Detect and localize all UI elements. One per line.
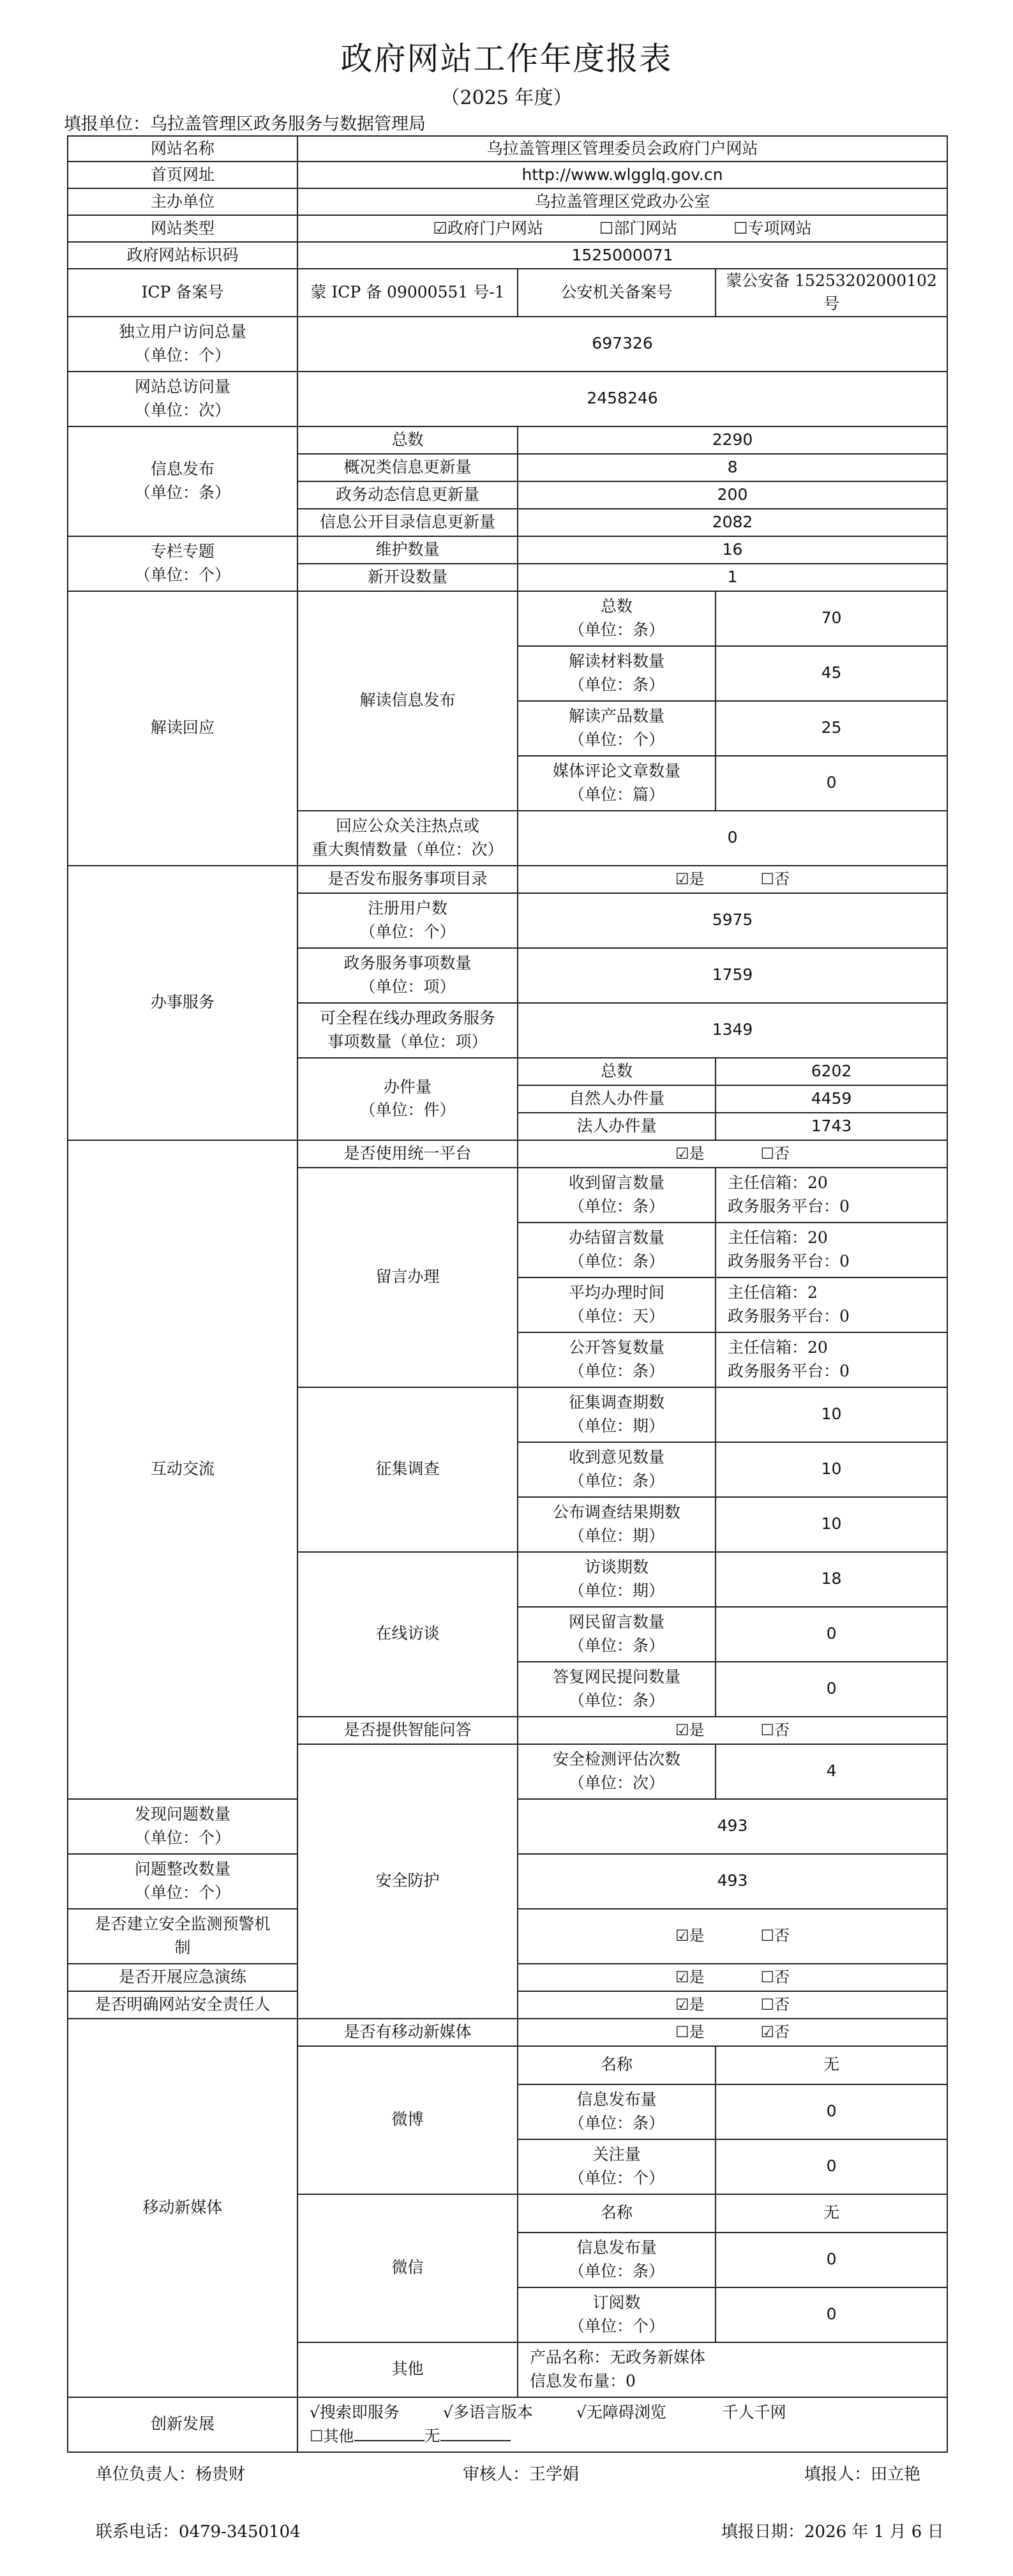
cell-label: 公开答复数量 （单位：条） <box>518 1332 716 1387</box>
online-label: 在线访谈 <box>297 1552 518 1717</box>
cell-value: 1743 <box>716 1113 947 1140</box>
cell-label: 关注量 （单位：个） <box>518 2139 716 2194</box>
cell-value: 45 <box>716 646 947 701</box>
cell-label: 信息公开目录信息更新量 <box>297 509 518 536</box>
cell-value: 493 <box>518 1854 947 1909</box>
cell-label: 可全程在线办理政务服务 事项数量（单位：项） <box>297 1003 518 1058</box>
monitor-yes: ☑是 <box>675 1927 705 1945</box>
cell-label: 访谈期数 （单位：期） <box>518 1552 716 1607</box>
cell-value <box>518 1964 947 1991</box>
survey-label: 征集调查 <box>297 1387 518 1552</box>
cell-value: 2082 <box>518 509 947 536</box>
innovation-personal: 千人千网 <box>722 2403 786 2422</box>
cell-label: 回应公众关注热点或 重大舆情数量（单位：次） <box>297 811 518 866</box>
cell-value: 697326 <box>297 317 947 372</box>
cell-label: ICP 备案号 <box>68 269 297 317</box>
type-dept-option: ☐部门网站 <box>599 218 678 237</box>
resp-yes: ☑是 <box>675 1995 705 2014</box>
cell-value: http://www.wlgglq.gov.cn <box>297 162 947 188</box>
cell-label: 新开设数量 <box>297 564 518 591</box>
innovation-other-value: 无 <box>424 2426 440 2445</box>
cell-label: 政务服务事项数量 （单位：项） <box>297 948 518 1003</box>
cell-value: 200 <box>518 481 947 509</box>
cell-label: 独立用户访问总量 （单位：个） <box>68 317 297 372</box>
cell-label: 收到留言数量 （单位：条） <box>518 1168 716 1223</box>
row-platform <box>68 1140 947 1168</box>
cell-label: 是否使用统一平台 <box>297 1140 518 1168</box>
row-pv <box>68 372 947 426</box>
row-mobile-has <box>68 2019 947 2046</box>
cell-label: 解读产品数量 （单位：个） <box>518 701 716 756</box>
section-mobile: 移动新媒体 <box>68 2019 297 2397</box>
ai-yes: ☑是 <box>675 1721 705 1739</box>
resp-no: ☐否 <box>760 1995 790 2014</box>
cell-label: 答复网民提问数量 （单位：条） <box>518 1662 716 1717</box>
drill-no: ☐否 <box>760 1968 790 1986</box>
mobile-yes: ☐是 <box>675 2022 705 2041</box>
cell-value <box>518 1991 947 2019</box>
cell-value <box>297 215 947 242</box>
report-title: 政府网站工作年度报表 <box>340 40 673 77</box>
cell-label: 首页网址 <box>68 162 297 188</box>
cell-value: 18 <box>716 1552 947 1607</box>
cell-value: 5975 <box>518 893 947 948</box>
cell-label: 安全检测评估次数 （单位：次） <box>518 1744 716 1799</box>
platform-no: ☐否 <box>760 1144 790 1163</box>
filling-unit: 填报单位：乌拉盖管理区政务服务与数据管理局 <box>64 114 426 134</box>
cell-value: 蒙 ICP 备 09000551 号-1 <box>297 269 518 317</box>
row-site-code <box>68 242 947 269</box>
cell-value: 0 <box>716 2139 947 2194</box>
section-interpret: 解读回应 <box>68 591 297 866</box>
cell-label: 总数 （单位：条） <box>518 591 716 646</box>
cell-value: 1 <box>518 564 947 591</box>
cell-value: 16 <box>518 536 947 564</box>
cell-value: 无 <box>716 2046 947 2084</box>
cell-label: 发现问题数量 （单位：个） <box>68 1799 297 1854</box>
innovation-other: ☐其他 <box>310 2427 354 2445</box>
cell-label: 公安机关备案号 <box>518 269 716 317</box>
other-label: 其他 <box>297 2342 518 2397</box>
row-site-name <box>68 136 947 162</box>
cell-value: 0 <box>518 811 947 866</box>
cell-label: 平均办理时间 （单位：天） <box>518 1277 716 1332</box>
cell-label: 办结留言数量 （单位：条） <box>518 1223 716 1277</box>
section-column: 专栏专题 （单位：个） <box>68 536 297 591</box>
cell-label: 信息发布量 （单位：条） <box>518 2233 716 2287</box>
row-home-url <box>68 162 947 188</box>
cell-label: 政务动态信息更新量 <box>297 481 518 509</box>
cell-label: 是否建立安全监测预警机 制 <box>68 1909 297 1964</box>
cell-value: 4459 <box>716 1085 947 1113</box>
cell-value: 无 <box>716 2194 947 2233</box>
row-icp <box>68 269 947 317</box>
cell-label: 总数 <box>518 1058 716 1085</box>
cell-label: 名称 <box>518 2194 716 2233</box>
cell-label: 注册用户数 （单位：个） <box>297 893 518 948</box>
section-interact: 互动交流 <box>68 1140 297 1799</box>
cell-value: 乌拉盖管理区党政办公室 <box>297 188 947 215</box>
row-interpret-total <box>68 591 947 646</box>
innovation-multilang: √多语言版本 <box>442 2403 533 2422</box>
cell-value: 0 <box>716 2233 947 2287</box>
row-site-type <box>68 215 947 242</box>
cell-label: 征集调查期数 （单位：期） <box>518 1387 716 1442</box>
cell-label: 网站类型 <box>68 215 297 242</box>
cell-label: 法人办件量 <box>518 1113 716 1140</box>
cell-label: 是否有移动新媒体 <box>297 2019 518 2046</box>
cell-label: 是否发布服务事项目录 <box>297 866 518 893</box>
cell-label: 政府网站标识码 <box>68 242 297 269</box>
footer-date: 填报日期：2026 年 1 月 6 日 <box>721 2522 944 2542</box>
cell-value: 10 <box>716 1442 947 1497</box>
cell-label: 信息发布量 （单位：条） <box>518 2084 716 2139</box>
cell-label: 是否明确网站安全责任人 <box>68 1991 297 2019</box>
cell-label: 概况类信息更新量 <box>297 454 518 481</box>
section-service: 办事服务 <box>68 866 297 1140</box>
cell-value: 1759 <box>518 948 947 1003</box>
row-column-maintain <box>68 536 947 564</box>
cell-label: 网站总访问量 （单位：次） <box>68 372 297 426</box>
cell-value: 产品名称：无政务新媒体 信息发布量：0 <box>518 2342 947 2397</box>
row-info-total <box>68 426 947 454</box>
cell-label: 名称 <box>518 2046 716 2084</box>
footer-reviewer: 审核人：王学娟 <box>463 2465 580 2484</box>
row-innovation <box>68 2397 947 2452</box>
cell-value: 0 <box>716 1607 947 1662</box>
cell-value <box>518 1717 947 1744</box>
cell-value: 2290 <box>518 426 947 454</box>
row-uv <box>68 317 947 372</box>
cell-value: 0 <box>716 2084 947 2139</box>
cell-value: 10 <box>716 1497 947 1552</box>
cell-value: 蒙公安备 15253202000102 号 <box>716 269 947 317</box>
wechat-label: 微信 <box>297 2194 518 2342</box>
row-sponsor <box>68 188 947 215</box>
volume-label: 办件量 （单位：件） <box>297 1058 518 1140</box>
cell-value: 主任信箱：20 政务服务平台：0 <box>716 1332 947 1387</box>
type-special-option: ☐专项网站 <box>733 218 812 237</box>
interpret-sub: 解读信息发布 <box>297 591 518 811</box>
section-security: 安全防护 <box>297 1744 518 2019</box>
cell-label: 网站名称 <box>68 136 297 162</box>
innovation-search: √搜索即服务 <box>310 2403 400 2422</box>
catalog-yes: ☑是 <box>675 870 705 888</box>
cell-value: 70 <box>716 591 947 646</box>
cell-value: 4 <box>716 1744 947 1799</box>
cell-label: 是否提供智能问答 <box>297 1717 518 1744</box>
cell-value: 主任信箱：20 政务服务平台：0 <box>716 1168 947 1223</box>
cell-value <box>518 2019 947 2046</box>
cell-label: 维护数量 <box>297 536 518 564</box>
innovation-accessible: √无障碍浏览 <box>576 2403 666 2422</box>
cell-label: 总数 <box>297 426 518 454</box>
cell-value <box>297 2397 947 2452</box>
cell-label: 收到意见数量 （单位：条） <box>518 1442 716 1497</box>
cell-value: 10 <box>716 1387 947 1442</box>
cell-value: 0 <box>716 2287 947 2342</box>
mobile-no: ☑否 <box>760 2022 790 2041</box>
ai-no: ☐否 <box>760 1721 790 1739</box>
cell-label: 主办单位 <box>68 188 297 215</box>
cell-value <box>518 866 947 893</box>
msg-label: 留言办理 <box>297 1168 518 1387</box>
cell-value: 6202 <box>716 1058 947 1085</box>
platform-yes: ☑是 <box>675 1144 705 1163</box>
weibo-label: 微博 <box>297 2046 518 2194</box>
drill-yes: ☑是 <box>675 1968 705 1986</box>
report-year: （2025 年度） <box>440 87 573 109</box>
cell-label: 解读材料数量 （单位：条） <box>518 646 716 701</box>
section-info: 信息发布 （单位：条） <box>68 426 297 536</box>
cell-value: 25 <box>716 701 947 756</box>
cell-label: 问题整改数量 （单位：个） <box>68 1854 297 1909</box>
footer-filler: 填报人：田立艳 <box>804 2465 921 2484</box>
catalog-no: ☐否 <box>760 870 790 888</box>
cell-value: 主任信箱：2 政务服务平台：0 <box>716 1277 947 1332</box>
cell-value: 8 <box>518 454 947 481</box>
cell-label: 自然人办件量 <box>518 1085 716 1113</box>
cell-label: 媒体评论文章数量 （单位：篇） <box>518 756 716 811</box>
monitor-no: ☐否 <box>760 1927 790 1945</box>
cell-value: 2458246 <box>297 372 947 426</box>
cell-value: 493 <box>518 1799 947 1854</box>
row-service-catalog <box>68 866 947 893</box>
cell-label: 订阅数 （单位：个） <box>518 2287 716 2342</box>
footer-head: 单位负责人：杨贵财 <box>96 2465 246 2484</box>
footer-phone: 联系电话：0479-3450104 <box>96 2522 301 2542</box>
cell-value <box>518 1140 947 1168</box>
cell-label: 网民留言数量 （单位：条） <box>518 1607 716 1662</box>
cell-label: 是否开展应急演练 <box>68 1964 297 1991</box>
cell-value: 1525000071 <box>297 242 947 269</box>
cell-value <box>518 1909 947 1964</box>
section-innovation: 创新发展 <box>68 2397 297 2452</box>
cell-value: 1349 <box>518 1003 947 1058</box>
report-table <box>67 135 948 2453</box>
cell-value: 0 <box>716 756 947 811</box>
type-portal-option: ☑政府门户网站 <box>433 218 543 237</box>
cell-label: 公布调查结果期数 （单位：期） <box>518 1497 716 1552</box>
cell-value: 主任信箱：20 政务服务平台：0 <box>716 1223 947 1277</box>
cell-value: 乌拉盖管理区管理委员会政府门户网站 <box>297 136 947 162</box>
cell-value: 0 <box>716 1662 947 1717</box>
